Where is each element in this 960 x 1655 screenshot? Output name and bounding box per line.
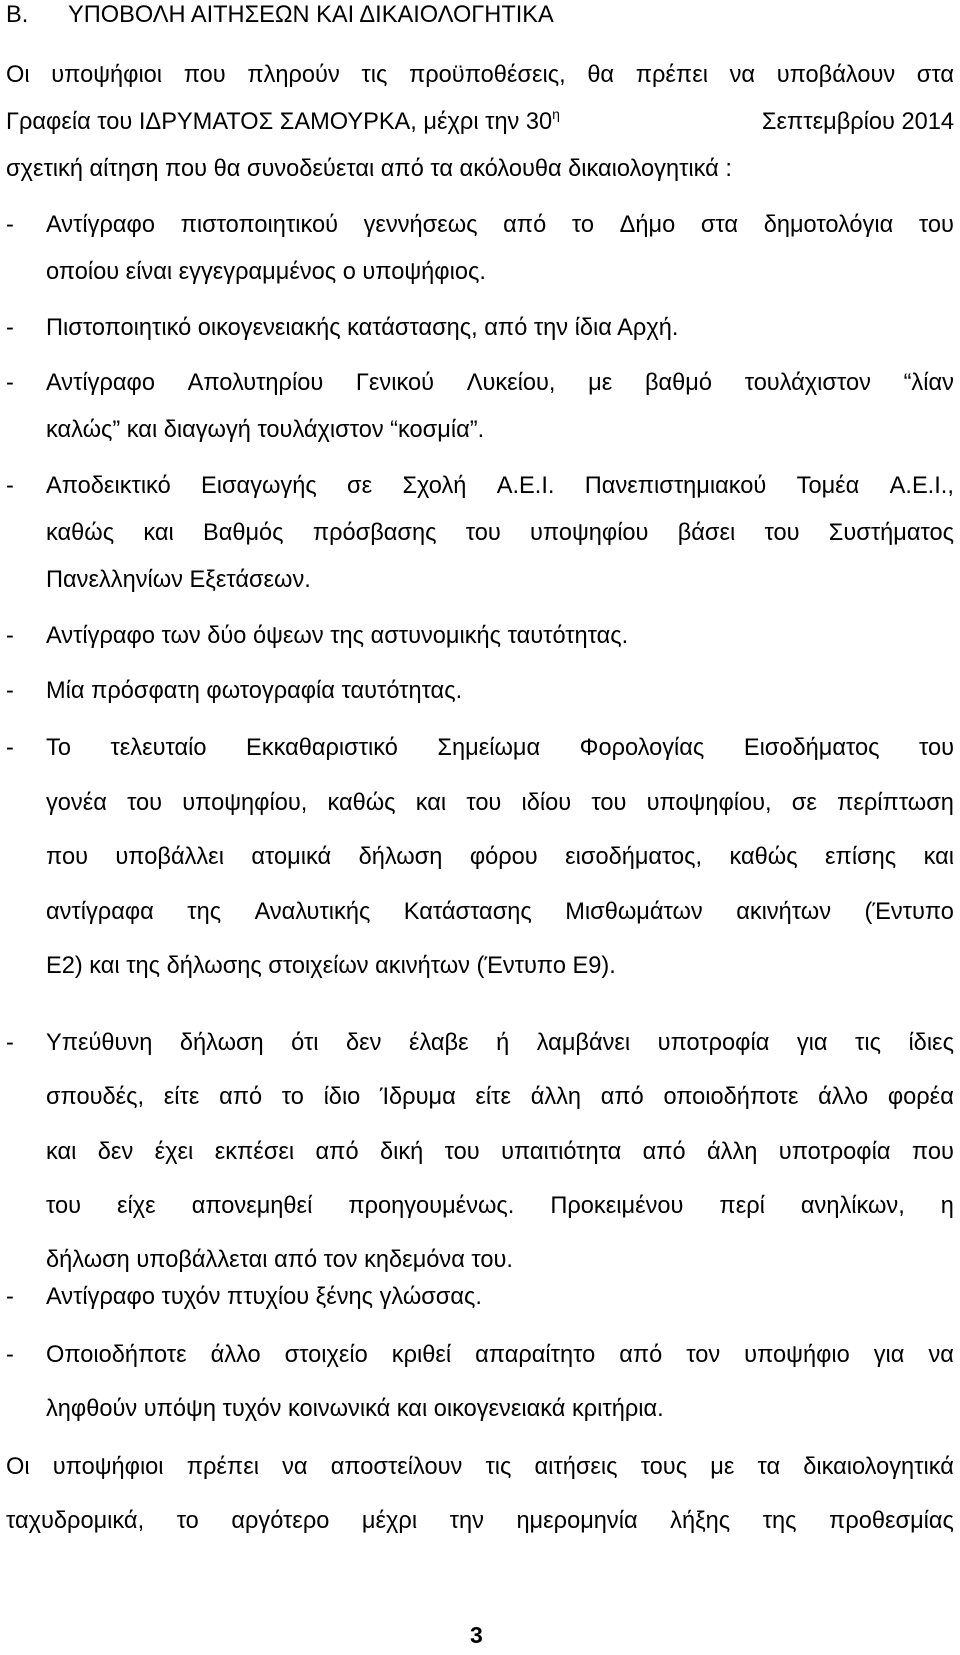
list-item-other-line-2: ληφθούν υπόψη τυχόν κοινωνικά και οικογενειακά κριτήρια.: [46, 1396, 664, 1422]
list-item-family-status: Πιστοποιητικό οικογενειακής κατάστασης, από την ίδια Αρχή.: [46, 315, 679, 341]
word: και: [143, 520, 174, 546]
word: είχε: [117, 1193, 156, 1219]
word: το: [281, 1084, 304, 1110]
word: Εισαγωγής: [201, 473, 317, 499]
intro-line-3: σχετική αίτηση που θα συνοδεύεται από τα ακόλουθα δικαιολογητικά :: [6, 156, 732, 182]
list-item-admission-line-3: Πανελληνίων Εξετάσεων.: [46, 567, 311, 593]
intro-line-2-date: Σεπτεμβρίου 2014: [761, 109, 954, 135]
word: αιτήσεις: [534, 1454, 618, 1480]
word: να: [928, 1342, 954, 1368]
word: έχει: [154, 1139, 194, 1165]
intro-superscript: η: [552, 106, 560, 122]
word: υποψηφίου,: [182, 790, 308, 816]
word: Οι: [6, 1454, 30, 1480]
word: τις: [855, 1030, 881, 1056]
word: σε: [791, 790, 817, 816]
word: φόρου: [469, 844, 538, 870]
word: Γενικού: [355, 370, 435, 396]
word: δεν: [346, 1030, 382, 1056]
word: υποψήφιοι: [52, 1454, 164, 1480]
word: άλλο: [210, 1342, 261, 1368]
word: πρέπει: [635, 62, 708, 88]
list-item-dash: -: [6, 1284, 14, 1310]
word: υποψήφιοι: [51, 62, 163, 88]
word: η: [940, 1193, 954, 1219]
word: περίπτωση: [837, 790, 954, 816]
word: γεννήσεως: [363, 212, 478, 238]
word: επίσης: [825, 844, 897, 870]
word: πληρούν: [247, 62, 340, 88]
word: Προκειμένου: [550, 1193, 684, 1219]
word: τις: [485, 1454, 512, 1480]
word: του: [764, 520, 800, 546]
word: προθεσμίας: [829, 1508, 954, 1534]
word: Συστήματος: [828, 520, 954, 546]
list-item-tax-line-3: [46, 842, 954, 872]
word: από: [619, 1342, 663, 1368]
word: από: [315, 1139, 359, 1165]
word: Α.Ε.Ι.,: [889, 473, 954, 499]
word: υποψηφίου,: [646, 790, 772, 816]
word: (Έντυπο: [864, 899, 954, 925]
list-item-admission-line-2: [46, 518, 954, 548]
word: υποτροφία: [778, 1139, 891, 1165]
list-item-tax-line-1: [46, 733, 954, 763]
section-letter: Β.: [6, 2, 29, 28]
page-number: 3: [470, 1622, 483, 1648]
word: λήξης: [670, 1508, 731, 1534]
word: του: [918, 212, 954, 238]
word: με: [588, 370, 613, 396]
list-item-declaration-line-5: δήλωση υποβάλλεται από τον κηδεμόνα του.: [46, 1247, 513, 1273]
list-item-tax-line-4: [46, 897, 954, 927]
word: Ίδρυμα: [379, 1084, 456, 1110]
word: που: [911, 1139, 954, 1165]
word: τους: [640, 1454, 688, 1480]
closing-line-2: [6, 1506, 954, 1536]
word: οποιοδήποτε: [663, 1084, 799, 1110]
word: γονέα: [46, 790, 107, 816]
list-item-birth-cert-line-2: οποίου είναι εγγεγραμμένος ο υποψήφιος.: [46, 259, 486, 285]
word: ατομικά: [251, 844, 332, 870]
word: ακινήτων: [736, 899, 831, 925]
word: Α.Ε.Ι.: [496, 473, 555, 499]
word: δήλωση: [358, 844, 443, 870]
word: καθώς: [729, 844, 798, 870]
list-item-diploma-line-1: [46, 368, 954, 398]
word: Αποδεικτικό: [46, 473, 171, 499]
list-item-dash: -: [6, 473, 14, 499]
word: Πανεπιστημιακού: [584, 473, 767, 499]
word: από: [642, 1139, 686, 1165]
word: ίδιο: [323, 1084, 361, 1110]
word: του: [127, 790, 163, 816]
word: στα: [916, 62, 954, 88]
word: κριθεί: [391, 1342, 452, 1368]
list-item-dash: -: [6, 315, 14, 341]
word: ότι: [291, 1030, 319, 1056]
word: είτε: [475, 1084, 512, 1110]
word: καθώς: [46, 520, 115, 546]
word: τα: [757, 1454, 781, 1480]
list-item-dash: -: [6, 678, 14, 704]
word: του: [444, 1139, 480, 1165]
word: στοιχείο: [284, 1342, 368, 1368]
word: θα: [587, 62, 615, 88]
list-item-dash: -: [6, 1342, 14, 1368]
word: αποστείλουν: [330, 1454, 463, 1480]
word: δημοτολόγια: [763, 212, 894, 238]
word: τουλάχιστον: [744, 370, 871, 396]
word: Απολυτηρίου: [187, 370, 324, 396]
word: υποτροφία: [657, 1030, 770, 1056]
list-item-language: Αντίγραφο τυχόν πτυχίου ξένης γλώσσας.: [46, 1284, 482, 1310]
list-item-admission-line-1: [46, 471, 954, 501]
word: στα: [700, 212, 739, 238]
word: περί: [719, 1193, 765, 1219]
word: και: [923, 844, 954, 870]
word: βαθμό: [644, 370, 713, 396]
word: άλλη: [707, 1139, 758, 1165]
word: Σημείωμα: [437, 735, 541, 761]
word: υποβάλλει: [115, 844, 224, 870]
list-item-tax-line-5: Ε2) και της δήλωσης στοιχείων ακινήτων (Έντυπο Ε9).: [46, 953, 616, 979]
word: ημερομηνία: [516, 1508, 638, 1534]
word: Οποιοδήποτε: [46, 1342, 187, 1368]
word: του: [591, 790, 627, 816]
word: σπουδές,: [46, 1084, 145, 1110]
word: την: [449, 1508, 484, 1534]
list-item-dash: -: [6, 735, 14, 761]
word: Εισοδήματος: [743, 735, 880, 761]
list-item-dash: -: [6, 1030, 14, 1056]
word: δήλωση: [179, 1030, 264, 1056]
word: δική: [379, 1139, 424, 1165]
closing-line-1: [6, 1452, 954, 1482]
list-item-birth-cert-line-1: [46, 210, 954, 240]
word: και: [46, 1139, 77, 1165]
word: που: [183, 62, 226, 88]
word: φορέα: [887, 1084, 954, 1110]
word: απονεμηθεί: [191, 1193, 313, 1219]
word: το: [571, 212, 594, 238]
word: και: [415, 790, 447, 816]
word: τον: [686, 1342, 721, 1368]
word: να: [282, 1454, 308, 1480]
word: ίδιες: [908, 1030, 954, 1056]
word: Εκκαθαριστικό: [246, 735, 398, 761]
list-item-declaration-line-2: [46, 1082, 954, 1112]
word: με: [710, 1454, 735, 1480]
word: ανηλίκων,: [800, 1193, 905, 1219]
word: του: [466, 790, 502, 816]
word: Λυκείου,: [466, 370, 556, 396]
word: έλαβε: [408, 1030, 469, 1056]
word: “λίαν: [903, 370, 954, 396]
list-item-diploma-line-2: καλώς” και διαγωγή τουλάχιστον “κοσμία”.: [46, 417, 485, 443]
word: Φορολογίας: [579, 735, 705, 761]
word: της: [187, 899, 222, 925]
word: από: [503, 212, 547, 238]
word: εκπέσει: [214, 1139, 295, 1165]
word: Αναλυτικής: [254, 899, 371, 925]
word: βάσει: [677, 520, 736, 546]
word: σε: [347, 473, 373, 499]
word: Δήμο: [619, 212, 676, 238]
word: Το: [46, 735, 71, 761]
word: αντίγραφα: [46, 899, 154, 925]
word: τελευταίο: [110, 735, 207, 761]
word: Οι: [6, 62, 30, 88]
list-item-dash: -: [6, 212, 14, 238]
word: Κατάστασης: [403, 899, 532, 925]
word: είτε: [163, 1084, 200, 1110]
word: για: [873, 1342, 905, 1368]
word: δικαιολογητικά: [803, 1454, 954, 1480]
word: πρέπει: [186, 1454, 259, 1480]
word: υποβάλουν: [776, 62, 896, 88]
word: Τομέα: [796, 473, 860, 499]
word: άλλη: [530, 1084, 582, 1110]
word: για: [796, 1030, 828, 1056]
word: Μισθωμάτων: [565, 899, 703, 925]
list-item-declaration-line-4: [46, 1191, 954, 1221]
list-item-dash: -: [6, 623, 14, 649]
intro-line-1: [6, 60, 954, 90]
word: αργότερο: [231, 1508, 330, 1534]
word: να: [729, 62, 756, 88]
word: Σχολή: [402, 473, 467, 499]
word: υποψήφιο: [744, 1342, 850, 1368]
word: ταχυδρομικά,: [6, 1508, 145, 1534]
word: μέχρι: [361, 1508, 418, 1534]
word: άλλο: [818, 1084, 869, 1110]
word: απαραίτητο: [475, 1342, 596, 1368]
intro-line-2: [6, 107, 954, 139]
word: πιστοποιητικού: [180, 212, 338, 238]
list-item-id-card: Αντίγραφο των δύο όψεων της αστυνομικής ταυτότητας.: [46, 623, 629, 649]
list-item-tax-line-2: [46, 788, 954, 818]
word: πρόσβασης: [312, 520, 437, 546]
word: από: [219, 1084, 263, 1110]
word: δεν: [97, 1139, 134, 1165]
word: της: [762, 1508, 797, 1534]
list-item-other-line-1: [46, 1340, 954, 1370]
word: από: [600, 1084, 644, 1110]
word: τις: [361, 62, 388, 88]
word: το: [176, 1508, 199, 1534]
word: εισοδήματος,: [565, 844, 703, 870]
word: προηγουμένως.: [348, 1193, 515, 1219]
word: ιδίου: [521, 790, 572, 816]
word: προϋποθέσεις,: [408, 62, 566, 88]
word: του: [465, 520, 501, 546]
section-title: ΥΠΟΒΟΛΗ ΑΙΤΗΣΕΩΝ ΚΑΙ ΔΙΚΑΙΟΛΟΓΗΤΙΚΑ: [68, 2, 554, 28]
list-item-declaration-line-1: [46, 1028, 954, 1058]
list-item-declaration-line-3: [46, 1137, 954, 1167]
word: Υπεύθυνη: [46, 1030, 153, 1056]
word: λαμβάνει: [536, 1030, 631, 1056]
list-item-photo: Μία πρόσφατη φωτογραφία ταυτότητας.: [46, 678, 463, 704]
word: Αντίγραφο: [46, 370, 155, 396]
word: που: [46, 844, 88, 870]
word: ή: [496, 1030, 510, 1056]
word: του: [918, 735, 954, 761]
word: καθώς: [327, 790, 396, 816]
word: του: [46, 1193, 82, 1219]
list-item-dash: -: [6, 370, 14, 396]
intro-line-2-text: Γραφεία του ΙΔΡΥΜΑΤΟΣ ΣΑΜΟΥΡΚΑ, μέχρι την 30: [6, 109, 553, 135]
word: υποψηφίου: [529, 520, 649, 546]
word: υπαιτιότητα: [501, 1139, 622, 1165]
word: Αντίγραφο: [46, 212, 155, 238]
word: Βαθμός: [202, 520, 284, 546]
